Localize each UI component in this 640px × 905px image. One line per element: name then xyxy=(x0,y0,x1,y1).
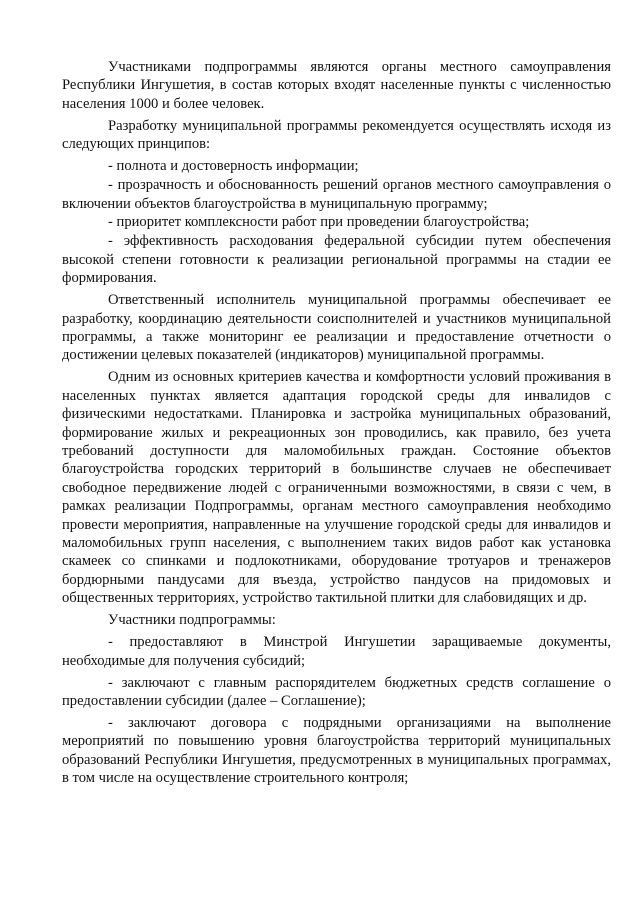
paragraph-responsible-executor: Ответственный исполнитель муниципальной программы обеспечивает ее разработку, координацию деятельности соисполнителей и участников муниципальной программы, а также мониторинг ее реализации и предоставление отчетности о достижении целевых показателей (индикаторов) муниципальной программы. xyxy=(62,292,611,364)
list-item-principle-transparency: - прозрачность и обоснованность решений органов местного самоуправления о включении объектов благоустройства в муниципальную программу; xyxy=(62,177,611,212)
paragraph-accessibility-criteria: Одним из основных критериев качества и комфортности условий проживания в населенных пунктах является адаптация городской среды для инвалидов с физическими недостатками. Планировка и застройка муниципальных образований, формирование жилых и рекреационных зон проводились, как правило, без учета требований доступности для маломобильных граждан. Состояние объектов благоустройства городских территорий в большинстве случаев не обеспечивает свободное передвижение людей с ограниченными возможностями, в связи с чем, в рамках реализации Подпрограммы, органам местного самоуправления необходимо провести мероприятия, направленные на улучшение городской среды для инвалидов и маломобильных групп населения, с выполнением таких видов работ как установка скамеек со спинками и подлокотниками, оборудование тротуаров и тренажеров бордюрными пандусами для въезда, устройство пандусов на придомовых и общественных территориях, устройство тактильной плитки для слабовидящих и др. xyxy=(62,369,611,607)
list-item-conclude-agreement: - заключают с главным распорядителем бюджетных средств соглашение о предоставлении субсидии (далее – Соглашение); xyxy=(62,674,611,710)
paragraph-participants-intro: Участниками подпрограммы являются органы местного самоуправления Республики Ингушетия, в состав которых входят населенные пункты с численностью населения 1000 и более человек. xyxy=(62,59,611,112)
list-item-submit-documents: - предоставляют в Минстрой Ингушетии заращиваемые документы, необходимые для получения субсидий; xyxy=(62,634,611,669)
list-item-principle-complexity: - приоритет комплексности работ при проведении благоустройства; xyxy=(108,214,530,231)
paragraph-participants-heading: Участники подпрограммы: xyxy=(108,612,276,629)
list-item-principle-completeness: - полнота и достоверность информации; xyxy=(108,158,359,175)
list-item-principle-efficiency: - эффективность расходования федеральной субсидии путем обеспечения высокой степени готовности к реализации региональной программы на стадии ее формирования. xyxy=(62,233,611,287)
paragraph-development-principles: Разработку муниципальной программы рекомендуется осуществлять исходя из следующих принципов: xyxy=(62,117,611,153)
list-item-conclude-contracts: - заключают договора с подрядными организациями на выполнение мероприятий по повышению уровня благоустройства территорий муниципальных образований Республики Ингушетия, предусмотренных в муниципальных программах, в том числе на осуществление строительного контроля; xyxy=(62,715,611,787)
document-page xyxy=(62,58,611,791)
